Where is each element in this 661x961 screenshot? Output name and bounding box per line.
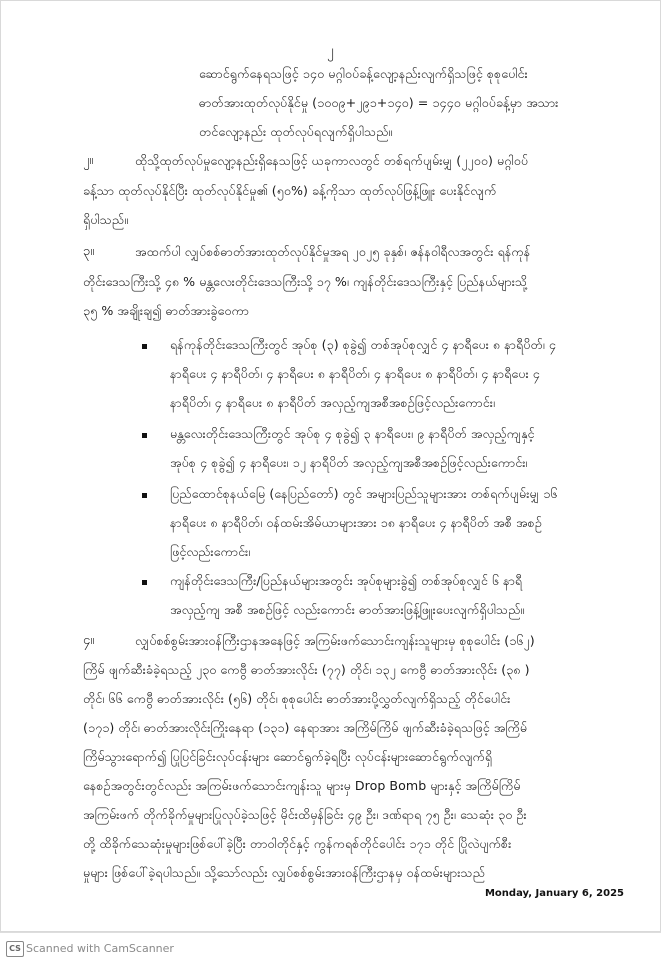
intro-line: ဓာတ်အားထုတ်လုပ်နိုင်မှု (၁၀၀၉+၂၉၁+၁၄၀) = ၁၄၄၀ မဂ္ဂါဝပ်ခန့်မှာ အသား [199, 95, 559, 110]
paragraph-line: ရှိပါသည်။ [83, 212, 129, 227]
paragraph-line: မှုများ ဖြစ်ပေါ်ခဲ့ရပါသည်။ သို့သော်လည်း လျှပ်စစ်စွမ်းအားဝန်ကြီးဌာနမှ ဝန်ထမ်းများသည် [83, 865, 485, 880]
paragraph-number: ၃။ [83, 244, 95, 259]
paragraph-line: အထက်ပါ လျှပ်စစ်ဓာတ်အားထုတ်လုပ်နိုင်မှုအရ ၂၀၂၅ ခုနှစ်၊ ဇန်နဝါရီလအတွင်း ရန်ကုန် [135, 244, 531, 259]
paragraph-line: တိုင်၊ ၆၆ ကေဗွီ ဓာတ်အားလိုင်း (၅၆) တိုင်၊ စုစုပေါင်း ဓာတ်အားပို့လွှတ်လျက်ရှိသည့် တိုင်ပေါင်း [83, 691, 511, 706]
paragraph-line: အကြမ်းဖက် တိုက်ခိုက်မှုများပြုလုပ်ခဲ့သဖြင့် မိုင်းထိမှန်ခြင်း ၄၉ ဦး၊ ဒဏ်ရာရ ၇၅ ဦး၊ သေဆုံး ၃၀ ဦး [83, 807, 527, 822]
bullet-line: အုပ်စု ၄ စုခွဲ၍ ၄ နာရီပေး၊ ၁၂ နာရီပိတ် အလှည့်ကျအစီအစဉ်ဖြင့်လည်းကောင်း၊ [170, 455, 528, 470]
page-number: ၂ [327, 43, 334, 59]
bullet-line: ကျန်တိုင်းဒေသကြီး/ပြည်နယ်များအတွင်း အုပ်စုများခွဲ၍ တစ်အုပ်စုလျှင် ၆ နာရီ [170, 573, 523, 588]
bullet-marker [142, 433, 147, 438]
bullet-marker [142, 344, 147, 349]
intro-line: တင်လျော့နည်း ထုတ်လုပ်ရလျက်ရှိပါသည်။ [199, 124, 393, 139]
paragraph-line: ထိုသို့ထုတ်လုပ်မှုလျော့နည်းရှိနေသဖြင့် ယခုကာလတွင် တစ်ရက်ပျမ်းမျှ (၂၂၀၀) မဂ္ဂါဝပ် [135, 153, 529, 168]
bullet-line: ရန်ကုန်တိုင်းဒေသကြီးတွင် အုပ်စု (၃) စုခွဲ၍ တစ်အုပ်စုလျှင် ၄ နာရီပေး ၈ နာရီပိတ်၊ ၄ [170, 337, 557, 352]
paragraph-line: ခန့်သာ ထုတ်လုပ်နိုင်ပြီး ထုတ်လုပ်နိုင်မှု၏ (၅၀%) ခန့်ကိုသာ ထုတ်လုပ်ဖြန့်ဖြူး ပေးနိုင်လျက် [83, 183, 497, 198]
bullet-marker [142, 493, 147, 498]
paragraph-line: ၃၅ % အချိုးချ၍ ဓာတ်အားခွဲဝေကာ [83, 303, 250, 318]
paragraph-line: တို့ ထိခိုက်သေဆုံးမှုများဖြစ်ပေါ်ခဲ့ပြီး တာဝါတိုင်နှင့် ကွန်ကရစ်တိုင်ပေါင်း ၁၇၁ တိုင် ပြိုလဲပျက်စီး [83, 836, 512, 851]
paragraph-line: ကြိမ် ဖျက်ဆီးခံခဲ့ရသည့် ၂၃၀ ကေဗွီ ဓာတ်အားလိုင်း (၇၇) တိုင်၊ ၁၃၂ ကေဗွီ ဓာတ်အားလိုင်း (၃၈ ) [83, 662, 530, 677]
paragraph-line: နေစဉ်အတွင်းတွင်လည်း အကြမ်းဖက်သောင်းကျန်းသူ များမှ Drop Bomb များနှင့် အကြိမ်ကြိမ် [83, 778, 521, 793]
bullet-line: မန္တလေးတိုင်းဒေသကြီးတွင် အုပ်စု ၄ စုခွဲ၍ ၃ နာရီပေး၊ ၉ နာရီပိတ် အလှည့်ကျနှင့် [170, 426, 535, 441]
bullet-line: ပြည်ထောင်စုနယ်မြေ (နေပြည်တော်) တွင် အများပြည်သူများအား တစ်ရက်ပျမ်းမျှ ၁၆ [170, 486, 558, 501]
bullet-line: အလှည့်ကျ အစီ အစဉ်ဖြင့် လည်းကောင်း ဓာတ်အားဖြန့်ဖြူးပေးလျက်ရှိပါသည်။ [170, 602, 525, 617]
paragraph-number: ၄။ [83, 633, 95, 648]
camscanner-logo-icon: CS [6, 941, 24, 957]
document-date: Monday, January 6, 2025 [484, 888, 624, 899]
intro-line: ဆောင်ရွက်နေရသဖြင့် ၁၄၀ မဂ္ဂါဝပ်ခန့်လျော့နည်းလျက်ရှိသဖြင့် စုစုပေါင်း [199, 66, 528, 81]
paragraph-line: (၁၇၁) တိုင်၊ ဓာတ်အားလိုင်းကြိုးနေရာ (၁၃၁) နေရာအား အကြိမ်ကြိမ် ဖျက်ဆီးခံခဲ့ရသဖြင့် အကြိမ် [83, 720, 528, 735]
scanner-footer [0, 932, 661, 961]
scanner-watermark-text: Scanned with CamScanner [26, 942, 174, 955]
paragraph-line: လျှပ်စစ်စွမ်းအားဝန်ကြီးဌာနအနေဖြင့် အကြမ်းဖက်သောင်းကျန်းသူများမှ စုစုပေါင်း (၁၆၂) [135, 633, 535, 648]
bullet-marker [142, 580, 147, 585]
bullet-line: ဖြင့်လည်းကောင်း၊ [170, 544, 251, 559]
paragraph-number: ၂။ [83, 153, 94, 168]
paragraph-line: ကြိမ်သွားရောက်၍ ပြုပြင်ခြင်းလုပ်ငန်းများ ဆောင်ရွက်ခဲ့ရပြီး လုပ်ငန်းများဆောင်ရွက်လျက်ရှိ [83, 749, 493, 764]
bullet-line: နာရီပိတ်၊ ၄ နာရီပေး ၈ နာရီပိတ် အလှည့်ကျအစီအစဉ်ဖြင့်လည်းကောင်း၊ [170, 395, 496, 410]
paragraph-line: တိုင်းဒေသကြီးသို့ ၄၈ % မန္တလေးတိုင်းဒေသကြီးသို့ ၁၇ %၊ ကျန်တိုင်းဒေသကြီးနှင့် ပြည်နယ်များသို့ [83, 274, 528, 289]
bullet-line: နာရီပေး ၄ နာရီပိတ်၊ ၄ နာရီပေး ၈ နာရီပိတ်၊ ၄ နာရီပေး ၈ နာရီပိတ်၊ ၄ နာရီပေး ၄ [170, 366, 540, 381]
bullet-line: နာရီပေး ၈ နာရီပိတ်၊ ဝန်ထမ်းအိမ်ယာများအား ၁၈ နာရီပေး ၄ နာရီပိတ် အစီ အစဉ် [170, 515, 542, 530]
